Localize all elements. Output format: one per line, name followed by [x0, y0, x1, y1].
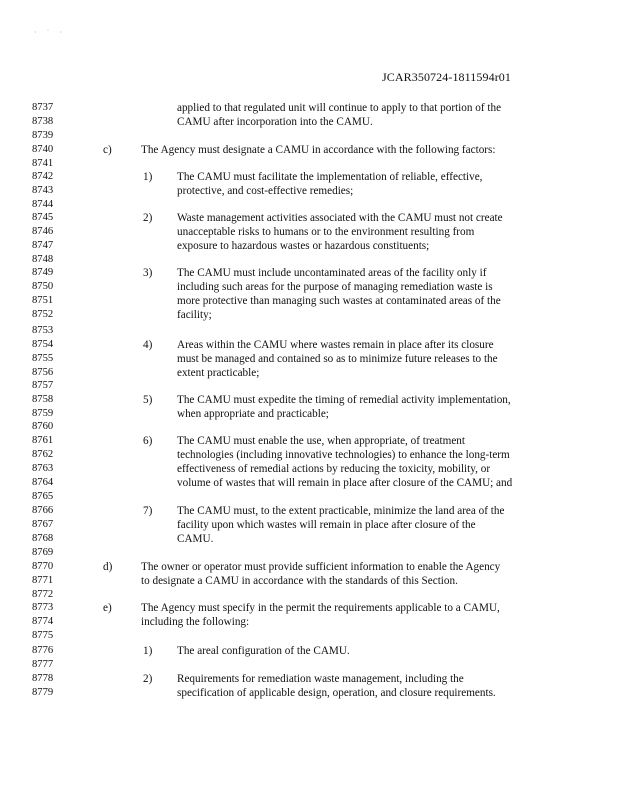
text-line: effectiveness of remedial actions by reducing the toxicity, mobility, or: [177, 463, 491, 475]
paragraph-label-e: e): [103, 602, 112, 614]
text-line: technologies (including innovative technologies) to enhance the long-term: [177, 449, 510, 461]
line-number: 8758: [32, 394, 54, 405]
line-number: 8756: [32, 367, 54, 378]
line-number: 8738: [32, 116, 54, 127]
line-number: 8753: [32, 325, 54, 336]
line-number: 8750: [32, 281, 54, 292]
line-number: 8742: [32, 171, 54, 182]
text-line: The CAMU must facilitate the implementation of reliable, effective,: [177, 171, 483, 183]
item-label-6: 6): [143, 435, 153, 447]
text-line: CAMU after incorporation into the CAMU.: [177, 116, 373, 128]
line-number: 8771: [32, 575, 54, 586]
scan-specks: · ˙ ·: [34, 28, 66, 37]
document-id: JCAR350724-1811594r01: [382, 70, 511, 84]
text-line: Requirements for remediation waste management, including the: [177, 673, 464, 685]
text-line: The CAMU must enable the use, when appropriate, of treatment: [177, 435, 465, 447]
text-line: facility;: [177, 309, 212, 321]
line-number: 8752: [32, 309, 54, 320]
text-line: The Agency must designate a CAMU in accordance with the following factors:: [141, 144, 496, 156]
text-line: to designate a CAMU in accordance with the standards of this Section.: [141, 575, 458, 587]
line-number: 8757: [32, 380, 54, 391]
line-number: 8760: [32, 421, 54, 432]
paragraph-label-c: c): [103, 144, 112, 156]
line-number: 8775: [32, 630, 54, 641]
text-line: facility upon which wastes will remain in place after closure of the: [177, 519, 476, 531]
item-label-5: 5): [143, 394, 153, 406]
line-number: 8746: [32, 226, 54, 237]
line-number: 8776: [32, 645, 54, 656]
line-number: 8739: [32, 130, 54, 141]
text-line: volume of wastes that will remain in place after closure of the CAMU; and: [177, 477, 513, 489]
text-line: The CAMU must expedite the timing of remedial activity implementation,: [177, 394, 511, 406]
text-line: The Agency must specify in the permit the requirements applicable to a CAMU,: [141, 602, 500, 614]
text-line: when appropriate and practicable;: [177, 408, 329, 420]
line-number: 8765: [32, 491, 54, 502]
line-number: 8768: [32, 533, 54, 544]
text-line: extent practicable;: [177, 367, 260, 379]
text-line: Areas within the CAMU where wastes remain in place after its closure: [177, 339, 494, 351]
text-line: The CAMU must, to the extent practicable, minimize the land area of the: [177, 505, 505, 517]
line-number: 8761: [32, 435, 54, 446]
text-line: more protective than managing such wastes at contaminated areas of the: [177, 295, 501, 307]
text-line: The areal configuration of the CAMU.: [177, 645, 350, 657]
text-line: must be managed and contained so as to minimize future releases to the: [177, 353, 498, 365]
line-number: 8737: [32, 102, 54, 113]
line-number: 8777: [32, 659, 54, 670]
text-line: unacceptable risks to humans or to the environment resulting from: [177, 226, 475, 238]
text-line: protective, and cost-effective remedies;: [177, 185, 354, 197]
text-line: applied to that regulated unit will continue to apply to that portion of the: [177, 102, 502, 114]
line-number: 8763: [32, 463, 54, 474]
line-number: 8772: [32, 589, 54, 600]
line-number: 8759: [32, 408, 54, 419]
line-number: 8740: [32, 144, 54, 155]
text-line: including such areas for the purpose of managing remediation waste is: [177, 281, 493, 293]
line-number: 8755: [32, 353, 54, 364]
text-line: including the following:: [141, 616, 250, 628]
line-number: 8766: [32, 505, 54, 516]
line-number: 8762: [32, 449, 54, 460]
line-number: 8748: [32, 254, 54, 265]
line-number: 8747: [32, 240, 54, 251]
text-line: Waste management activities associated with the CAMU must not create: [177, 212, 503, 224]
paragraph-label-d: d): [103, 561, 113, 573]
item-label-3: 3): [143, 267, 153, 279]
line-number: 8741: [32, 158, 54, 169]
item-label-e2: 2): [143, 673, 153, 685]
line-number: 8745: [32, 212, 54, 223]
line-number: 8744: [32, 199, 54, 210]
text-line: CAMU.: [177, 533, 214, 545]
text-line: specification of applicable design, operation, and closure requirements.: [177, 687, 496, 699]
line-number: 8764: [32, 477, 54, 488]
text-line: The CAMU must include uncontaminated areas of the facility only if: [177, 267, 487, 279]
line-number: 8779: [32, 687, 54, 698]
line-number: 8754: [32, 339, 54, 350]
item-label-e1: 1): [143, 645, 153, 657]
item-label-7: 7): [143, 505, 153, 517]
text-line: The owner or operator must provide sufficient information to enable the Agency: [141, 561, 501, 573]
line-number: 8778: [32, 673, 54, 684]
text-line: exposure to hazardous wastes or hazardous constituents;: [177, 240, 430, 252]
item-label-4: 4): [143, 339, 153, 351]
line-number: 8769: [32, 547, 54, 558]
item-label-1: 1): [143, 171, 153, 183]
line-number: 8770: [32, 561, 54, 572]
line-number: 8774: [32, 616, 54, 627]
line-number: 8751: [32, 295, 54, 306]
line-number: 8767: [32, 519, 54, 530]
item-label-2: 2): [143, 212, 153, 224]
line-number: 8749: [32, 267, 54, 278]
line-number: 8773: [32, 602, 54, 613]
line-number: 8743: [32, 185, 54, 196]
